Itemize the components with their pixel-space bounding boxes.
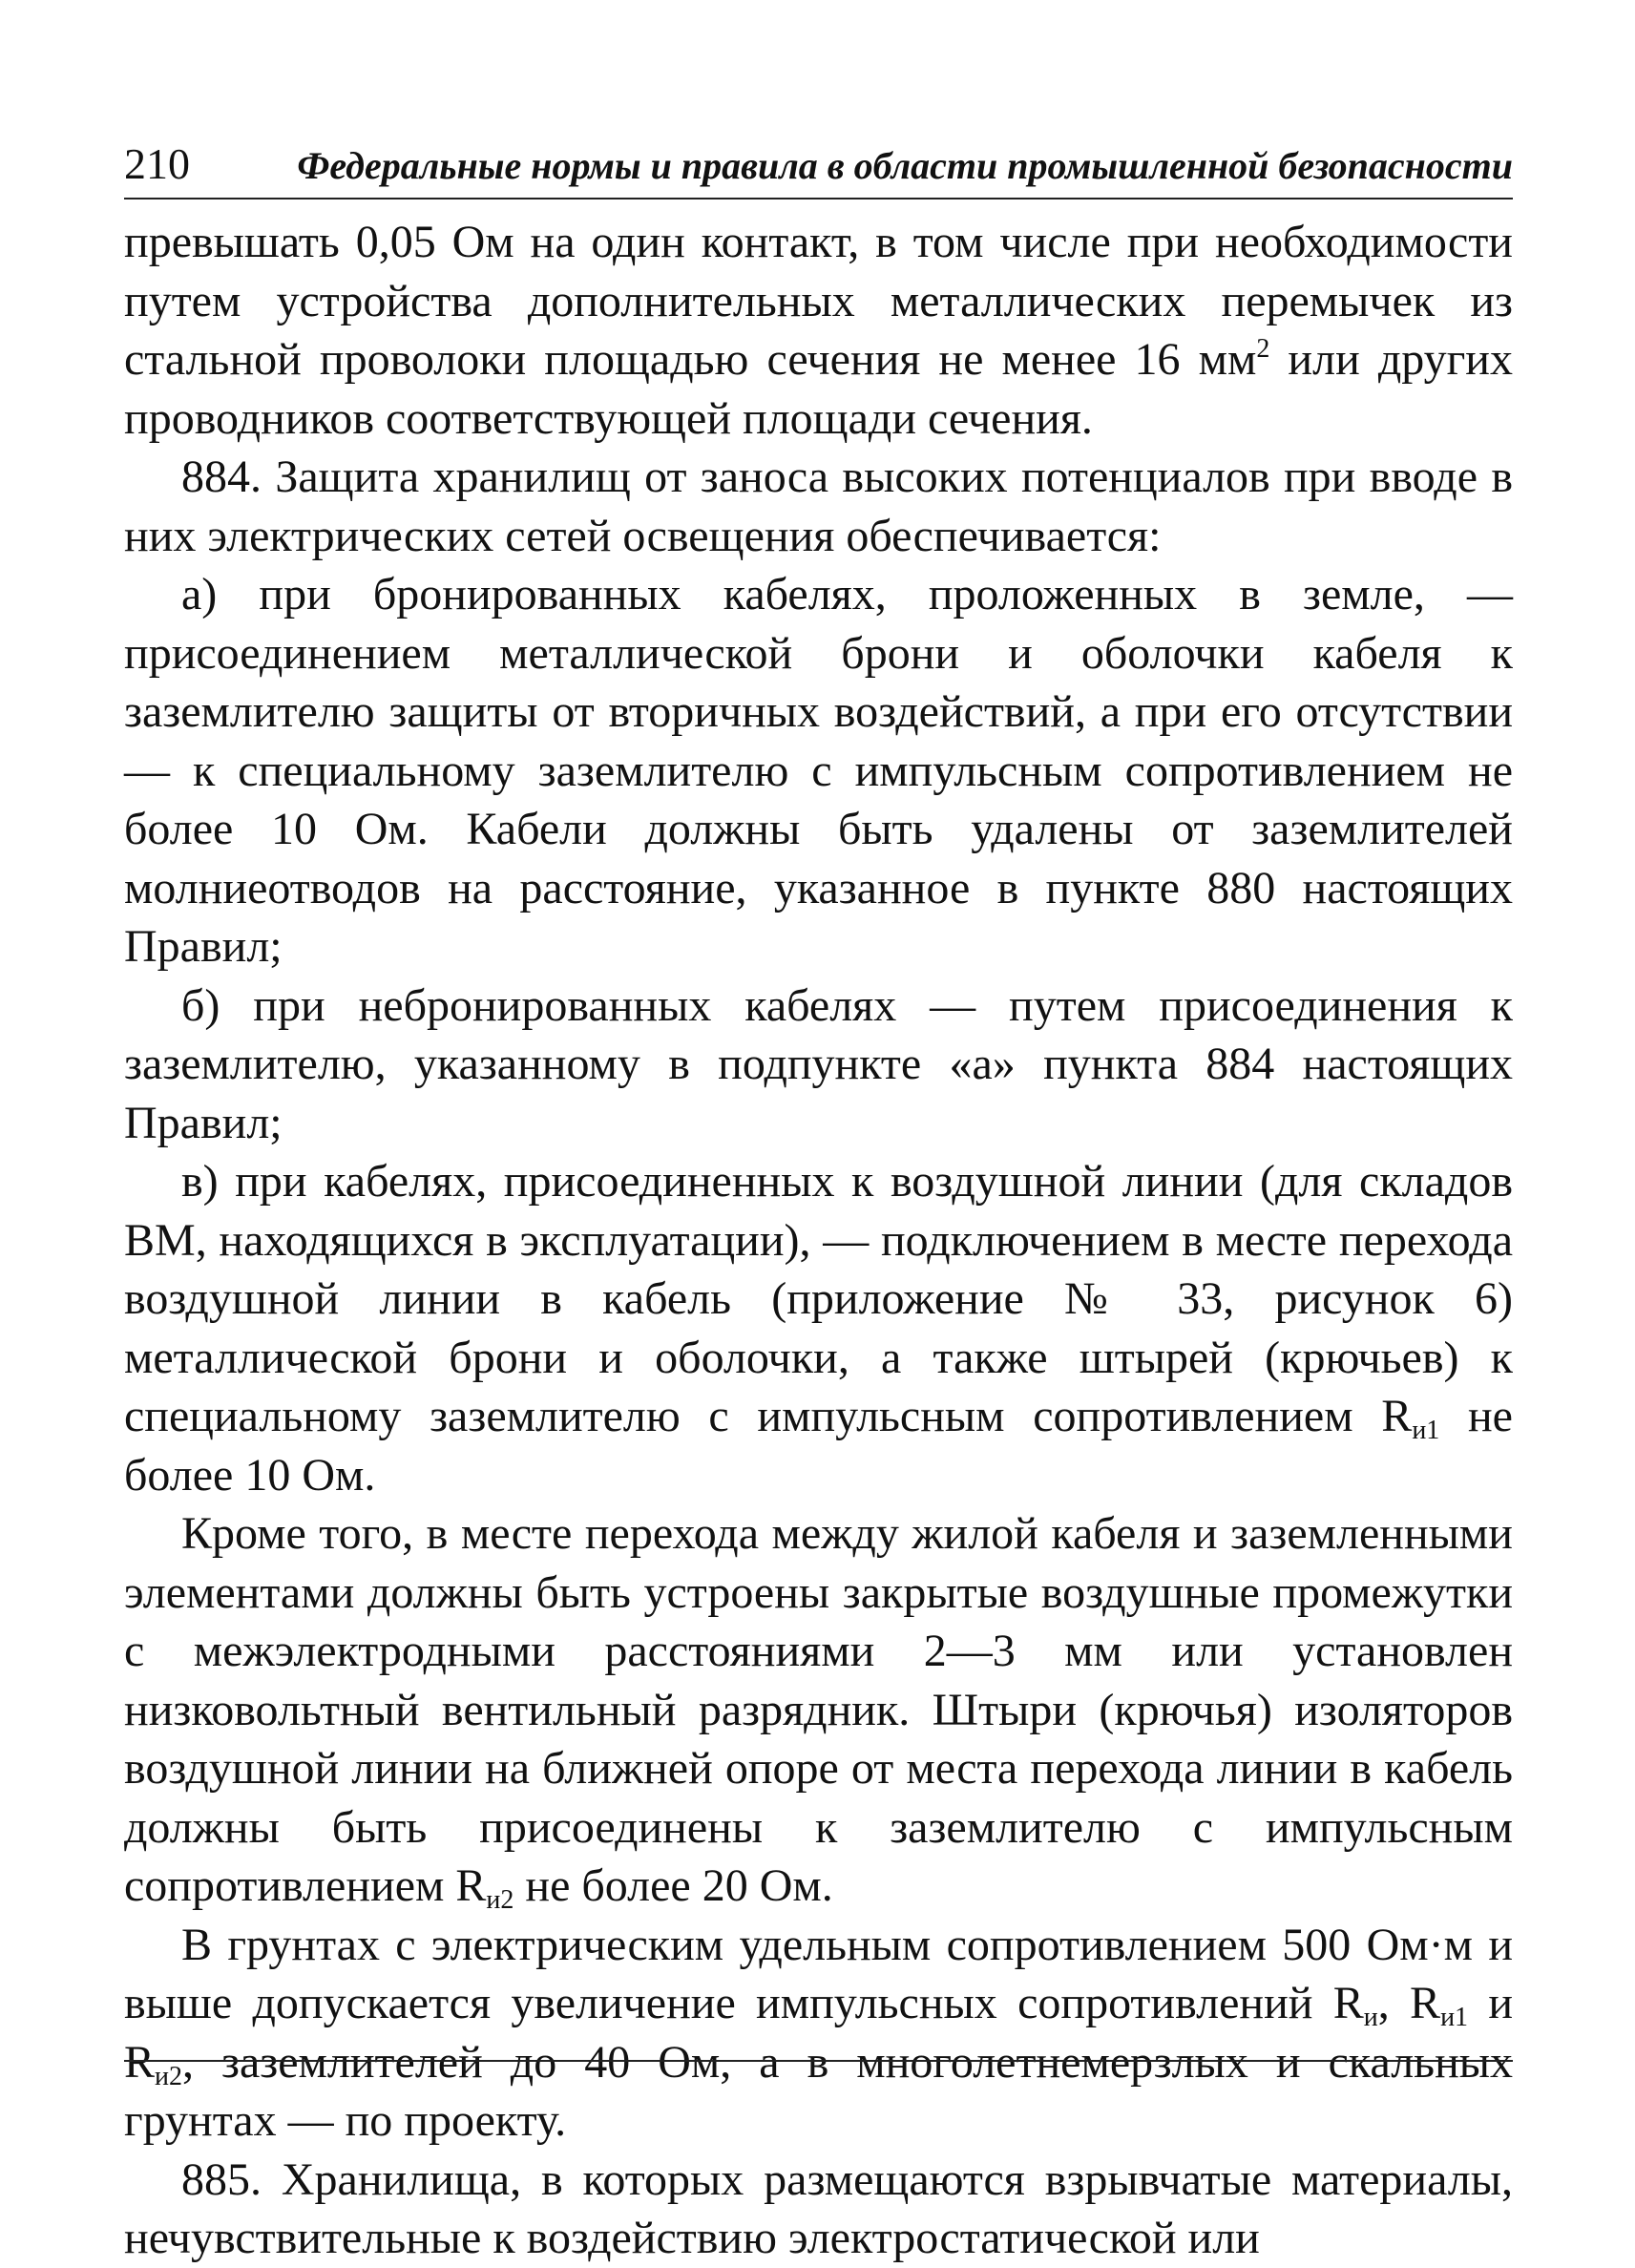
- page-header: [124, 138, 1513, 200]
- paragraph-884-v: в) при кабелях, присоединенных к воздушной линии (для складов ВМ, находящихся в эксплуатации), — подключением в месте перехода воздушной линии в кабель (приложение № 33, рисунок 6) металлической брони и оболочки, а также штырей (крючьев) к специальному заземлителю с импульсным сопротивлением $R_{и1}$ не более 10 Ом.: [124, 1156, 1513, 1501]
- paragraph-1: превышать 0,05 Ом на один контакт, в том числе при необходимости путем устройства дополнительных металлических перемычек из стальной проволоки площадью сечения не менее 16 $мм^2$ или других проводников соответствующей площади сечения.: [124, 217, 1513, 444]
- paragraph-soils: В грунтах с электрическим удельным сопротивлением 500 Ом·м и выше допускается увеличение импульсных сопротивлений $R_и$, $R_{и1}$ и $R_{и2}$, заземлителей до 40 Ом, а в многолетнемерзлых и скальных грунтах — по проекту.: [124, 1919, 1514, 2146]
- paragraph-884-a: а) при бронированных кабелях, проложенных в земле, — присоединением металлической брони и оболочки кабеля к заземлителю защиты от вторичных воздействий, а при его отсутствии — к специальному заземлителю с импульсным сопротивлением не более 10 Ом. Кабели должны быть удалены от заземлителей молниеотводов на расстояние, указанное в пункте 880 настоящих Правил;: [124, 569, 1513, 972]
- subscript: и1: [1440, 2003, 1469, 2032]
- subscript: и2: [486, 1885, 514, 1915]
- running-title: Федеральные нормы и правила в области промышленной безопасности: [297, 144, 1513, 187]
- superscript: 2: [1256, 334, 1270, 364]
- body-text: [124, 213, 1513, 2268]
- footer-rule: [124, 2060, 1513, 2062]
- subscript: и2: [155, 2061, 182, 2091]
- paragraph-885: 885. Хранилища, в которых размещаются взрывчатые материалы, нечувствительные к воздействию электростатической или: [124, 2153, 1513, 2263]
- paragraph-moreover: Кроме того, в месте перехода между жилой кабеля и заземленными элементами должны быть устроены закрытые воздушные промежутки с межэлектродными расстояниями 2—3 мм или установлен низковольтный вентильный разрядник. Штыри (крючья) изоляторов воздушной линии на ближней опоре от места перехода линии в кабель должны быть присоединены к заземлителю с импульсным сопротивлением $R_{и2}$ не более 20 Ом.: [124, 1508, 1513, 1915]
- subscript: и1: [1412, 1416, 1440, 1445]
- subscript: и: [1363, 2003, 1378, 2032]
- page-number: 210: [124, 139, 190, 188]
- document-page: [124, 138, 1513, 2268]
- paragraph-884: 884. Защита хранилищ от заноса высоких потенциалов при вводе в них электрических сетей освещения обеспечивается:: [124, 452, 1513, 561]
- paragraph-884-b: б) при небронированных кабелях — путем присоединения к заземлителю, указанному в подпункте «а» пункта 884 настоящих Правил;: [124, 979, 1513, 1148]
